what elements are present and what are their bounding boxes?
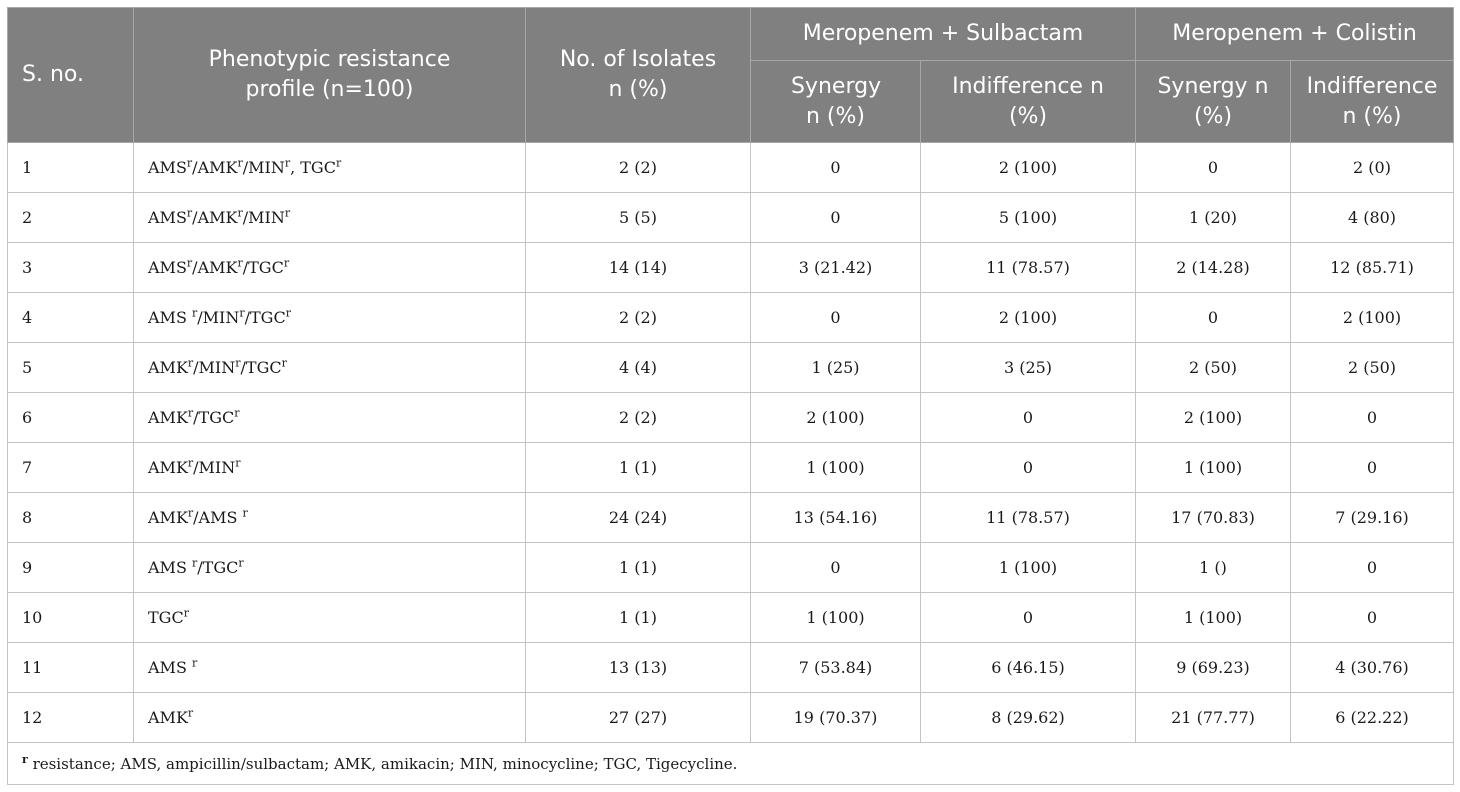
- cell-mc-indifference: 4 (80): [1291, 193, 1454, 243]
- cell-mc-indifference: 7 (29.16): [1291, 493, 1454, 543]
- cell-sno: 12: [8, 693, 134, 743]
- cell-mc-synergy: 1 (20): [1136, 193, 1291, 243]
- cell-ms-synergy: 1 (100): [751, 593, 921, 643]
- cell-profile: AMK$^r$/TGC$^r$: [134, 393, 526, 443]
- cell-sno: 1: [8, 143, 134, 193]
- cell-ms-synergy: 0: [751, 543, 921, 593]
- cell-ms-indifference: 0: [921, 593, 1136, 643]
- cell-profile: AMS$^r$/AMK$^r$/MIN$^r$: [134, 193, 526, 243]
- cell-ms-indifference: 11 (78.57): [921, 243, 1136, 293]
- cell-profile: AMK$^r$/MIN$^r$/TGC$^r$: [134, 343, 526, 393]
- cell-mc-indifference: 4 (30.76): [1291, 643, 1454, 693]
- cell-ms-indifference: 2 (100): [921, 143, 1136, 193]
- cell-sno: 6: [8, 393, 134, 443]
- cell-isolates: 4 (4): [526, 343, 751, 393]
- cell-mc-indifference: 2 (100): [1291, 293, 1454, 343]
- table-header: [8, 8, 1454, 143]
- cell-profile: AMS$^r$/AMK$^r$/TGC$^r$: [134, 243, 526, 293]
- cell-mc-synergy: 9 (69.23): [1136, 643, 1291, 693]
- cell-ms-indifference: 5 (100): [921, 193, 1136, 243]
- cell-mc-indifference: 0: [1291, 543, 1454, 593]
- table-row: [8, 643, 1454, 693]
- cell-isolates: 24 (24): [526, 493, 751, 543]
- cell-ms-indifference: 2 (100): [921, 293, 1136, 343]
- cell-sno: 11: [8, 643, 134, 693]
- cell-mc-indifference: 2 (0): [1291, 143, 1454, 193]
- cell-sno: 3: [8, 243, 134, 293]
- cell-ms-indifference: 3 (25): [921, 343, 1136, 393]
- cell-mc-synergy: 17 (70.83): [1136, 493, 1291, 543]
- resistance-synergy-table: [7, 7, 1454, 785]
- cell-profile: TGC$^r$: [134, 593, 526, 643]
- table-body: [8, 143, 1454, 785]
- cell-mc-synergy: 2 (14.28): [1136, 243, 1291, 293]
- header-mc-synergy: Synergy n (%): [1136, 61, 1291, 143]
- cell-ms-synergy: 1 (25): [751, 343, 921, 393]
- cell-profile: AMS$^r$/AMK$^r$/MIN$^r$, TGC$^r$: [134, 143, 526, 193]
- cell-sno: 9: [8, 543, 134, 593]
- cell-isolates: 2 (2): [526, 143, 751, 193]
- table-row: [8, 493, 1454, 543]
- table-row: [8, 593, 1454, 643]
- header-meropenem-sulbactam: Meropenem + Sulbactam: [751, 8, 1136, 61]
- table-row: [8, 693, 1454, 743]
- cell-ms-indifference: 0: [921, 393, 1136, 443]
- table-row: [8, 293, 1454, 343]
- header-meropenem-colistin: Meropenem + Colistin: [1136, 8, 1454, 61]
- table-row: [8, 243, 1454, 293]
- table-row: [8, 193, 1454, 243]
- table-footnote-row: [8, 743, 1454, 785]
- cell-profile: AMS $^r$: [134, 643, 526, 693]
- header-sno: S. no.: [8, 8, 134, 143]
- cell-sno: 2: [8, 193, 134, 243]
- cell-mc-synergy: 0: [1136, 293, 1291, 343]
- cell-mc-synergy: 1 (100): [1136, 593, 1291, 643]
- cell-mc-indifference: 12 (85.71): [1291, 243, 1454, 293]
- header-mc-indifference: Indifference n (%): [1291, 61, 1454, 143]
- cell-ms-synergy: 0: [751, 293, 921, 343]
- cell-mc-synergy: 21 (77.77): [1136, 693, 1291, 743]
- cell-ms-synergy: 0: [751, 193, 921, 243]
- cell-mc-synergy: 0: [1136, 143, 1291, 193]
- cell-ms-indifference: 8 (29.62): [921, 693, 1136, 743]
- cell-sno: 7: [8, 443, 134, 493]
- header-ms-indifference: Indifference n (%): [921, 61, 1136, 143]
- cell-ms-synergy: 13 (54.16): [751, 493, 921, 543]
- cell-mc-synergy: 1 (100): [1136, 443, 1291, 493]
- cell-ms-synergy: 3 (21.42): [751, 243, 921, 293]
- cell-isolates: 1 (1): [526, 543, 751, 593]
- header-ms-synergy: Synergy n (%): [751, 61, 921, 143]
- cell-mc-indifference: 0: [1291, 593, 1454, 643]
- cell-isolates: 2 (2): [526, 393, 751, 443]
- cell-ms-indifference: 11 (78.57): [921, 493, 1136, 543]
- cell-mc-indifference: 6 (22.22): [1291, 693, 1454, 743]
- header-profile: Phenotypic resistance profile (n=100): [134, 8, 526, 143]
- cell-ms-indifference: 0: [921, 443, 1136, 493]
- cell-profile: AMS $^r$/MIN$^r$/TGC$^r$: [134, 293, 526, 343]
- table-row: [8, 143, 1454, 193]
- cell-profile: AMS $^r$/TGC$^r$: [134, 543, 526, 593]
- results-table-container: [7, 7, 1453, 785]
- cell-mc-indifference: 0: [1291, 393, 1454, 443]
- cell-isolates: 14 (14): [526, 243, 751, 293]
- table-row: [8, 343, 1454, 393]
- cell-ms-synergy: 0: [751, 143, 921, 193]
- table-footnote: [8, 743, 1454, 785]
- cell-sno: 4: [8, 293, 134, 343]
- cell-isolates: 1 (1): [526, 443, 751, 493]
- cell-mc-synergy: 1 (): [1136, 543, 1291, 593]
- cell-profile: AMK$^r$/MIN$^r$: [134, 443, 526, 493]
- cell-ms-synergy: 7 (53.84): [751, 643, 921, 693]
- cell-isolates: 5 (5): [526, 193, 751, 243]
- cell-mc-indifference: 0: [1291, 443, 1454, 493]
- table-row: [8, 543, 1454, 593]
- table-row: [8, 443, 1454, 493]
- cell-sno: 5: [8, 343, 134, 393]
- cell-mc-synergy: 2 (50): [1136, 343, 1291, 393]
- cell-isolates: 2 (2): [526, 293, 751, 343]
- cell-ms-indifference: 1 (100): [921, 543, 1136, 593]
- cell-mc-indifference: 2 (50): [1291, 343, 1454, 393]
- cell-ms-synergy: 2 (100): [751, 393, 921, 443]
- cell-sno: 10: [8, 593, 134, 643]
- cell-mc-synergy: 2 (100): [1136, 393, 1291, 443]
- cell-ms-indifference: 6 (46.15): [921, 643, 1136, 693]
- footnote-text: resistance; AMS, ampicillin/sulbactam; AMK, amikacin; MIN, minocycline; TGC, Tigecycline.: [27, 754, 738, 773]
- cell-profile: AMK$^r$/AMS $^r$: [134, 493, 526, 543]
- cell-isolates: 27 (27): [526, 693, 751, 743]
- cell-isolates: 1 (1): [526, 593, 751, 643]
- table-row: [8, 393, 1454, 443]
- cell-ms-synergy: 1 (100): [751, 443, 921, 493]
- cell-profile: AMK$^r$: [134, 693, 526, 743]
- cell-sno: 8: [8, 493, 134, 543]
- footnote-marker: r: [22, 752, 28, 766]
- header-isolates: No. of Isolates n (%): [526, 8, 751, 143]
- cell-isolates: 13 (13): [526, 643, 751, 693]
- cell-ms-synergy: 19 (70.37): [751, 693, 921, 743]
